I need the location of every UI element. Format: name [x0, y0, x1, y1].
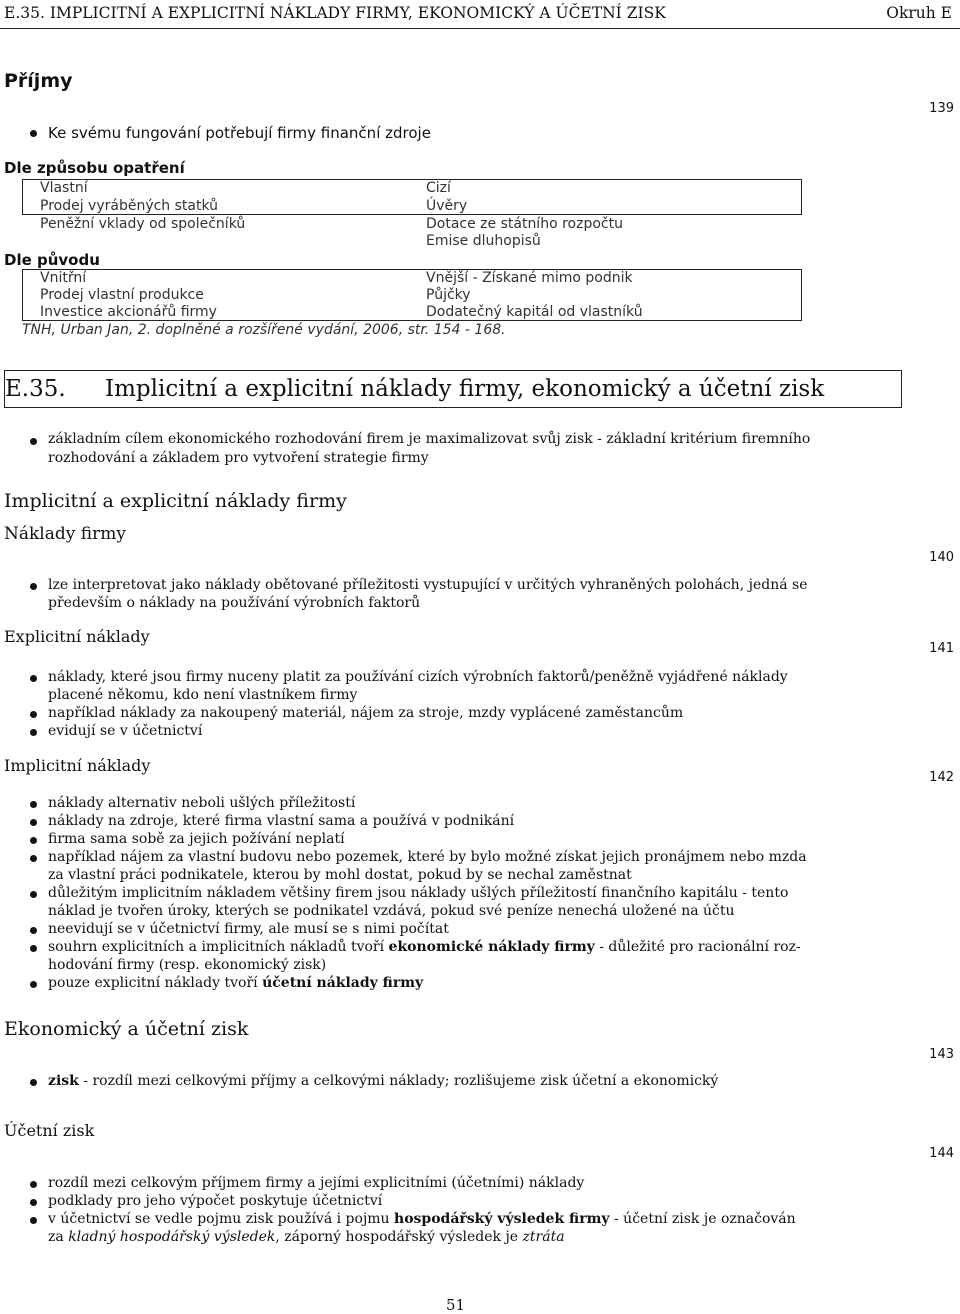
- table1-left-1: Prodej vyráběných statků: [40, 198, 219, 214]
- text-run: - důležité pro racionální roz-: [594, 939, 801, 955]
- bullet-icon: [30, 1217, 37, 1224]
- naklady-line-1: lze interpretovat jako náklady obětované příležitosti vystupující v určitých vyhraněných polohách, jedná se: [48, 577, 808, 593]
- bullet-icon: [30, 837, 37, 844]
- table2-right-rule: [801, 269, 802, 321]
- implicitni-b1: náklady alternativ neboli ušlých příležitostí: [48, 795, 356, 811]
- naklady-heading: Náklady firmy: [4, 524, 126, 544]
- bullet-icon: [30, 130, 37, 137]
- bullet-icon: [30, 711, 37, 718]
- naklady-line-2: především o náklady na používání výrobních faktorů: [48, 595, 421, 611]
- running-header: [0, 0, 960, 26]
- explicitni-heading: Explicitní náklady: [4, 627, 150, 646]
- table2-right-2: Dodatečný kapitál od vlastníků: [426, 304, 643, 320]
- table1-title: Dle způsobu opatření: [4, 159, 185, 177]
- ekon-heading: Ekonomický a účetní zisk: [4, 1018, 249, 1040]
- table2-left-rule: [22, 269, 23, 321]
- bullet-icon: [30, 981, 37, 988]
- table2-left-0: Vnitřní: [40, 270, 87, 286]
- bullet-icon: [30, 675, 37, 682]
- table2-title: Dle původu: [4, 251, 100, 269]
- header-title: E.35. IMPLICITNÍ A EXPLICITNÍ NÁKLADY FIRMY, EKONOMICKÝ A ÚČETNÍ ZISK: [4, 4, 666, 22]
- table2-top-rule: [22, 269, 802, 270]
- table1-left-2: Peněžní vklady od společníků: [40, 216, 246, 232]
- kladny-vysledek-term: kladný hospodářský výsledek: [68, 1229, 276, 1245]
- text-run: v účetnictví se vedle pojmu zisk používá i pojmu: [48, 1211, 395, 1227]
- implicitni-b5-line-2: náklad je tvořen úroky, kterých se podnikatel vzdává, pokud své peníze nenechá uložené na účtu: [48, 903, 735, 919]
- ucetni-naklady-term: účetní náklady firmy: [262, 975, 424, 991]
- header-divider: [0, 28, 960, 29]
- explicitni-b2: například náklady za nakoupený materiál, nájem za stroje, mzdy vyplácené zaměstancům: [48, 705, 684, 721]
- text-run: za: [48, 1229, 69, 1245]
- table1-right-2: Dotace ze státního rozpočtu: [426, 216, 623, 232]
- table2-right-0: Vnější - Získané mimo podnik: [426, 270, 633, 286]
- bullet-icon: [30, 729, 37, 736]
- table1-right-rule: [801, 179, 802, 215]
- margin-number-139: 139: [929, 101, 954, 116]
- table1-right-1: Úvěry: [426, 198, 468, 214]
- explicitni-b1-line-2: placené někomu, kdo není vlastníkem firmy: [48, 687, 358, 703]
- bullet-icon: [30, 1199, 37, 1206]
- intro-line-1: základním cílem ekonomického rozhodování firem je maximalizovat svůj zisk - základní kritérium firemního: [48, 431, 811, 447]
- table2-right-1: Půjčky: [426, 287, 471, 303]
- implicitni-b3: firma sama sobě za jejich požívání neplatí: [48, 831, 345, 847]
- implicitni-b6: neevidují se v účetnictví firmy, ale musí se s nimi počítat: [48, 921, 449, 937]
- table2-left-1: Prodej vlastní produkce: [40, 287, 204, 303]
- bullet-icon: [30, 945, 37, 952]
- bullet-icon: [30, 1079, 37, 1086]
- bullet-icon: [30, 583, 37, 590]
- margin-number-141: 141: [929, 641, 954, 656]
- margin-number-144: 144: [929, 1146, 954, 1161]
- ucetni-b2: podklady pro jeho výpočet poskytuje účetnictví: [48, 1193, 383, 1209]
- ucetni-b3-line-1: [48, 1211, 796, 1228]
- bullet-icon: [30, 438, 37, 445]
- margin-number-142: 142: [929, 770, 954, 785]
- text-run: - rozdíl mezi celkovými příjmy a celkovými náklady; rozlišujeme zisk účetní a ekonomický: [78, 1073, 719, 1089]
- text-run: pouze explicitní náklady tvoří: [48, 975, 263, 991]
- section-title: Implicitní a explicitní náklady firmy, ekonomický a účetní zisk: [105, 376, 825, 402]
- implicitni-b7-line-1: [48, 939, 801, 956]
- explicitni-b1-line-1: náklady, které jsou firmy nuceny platit za používání cizích výrobních faktorů/peněžně vyjádřené náklady: [48, 669, 788, 685]
- implicitni-b4-line-1: například nájem za vlastní budovu nebo pozemek, které by bylo možné získat jejich pronájmem nebo mzda: [48, 849, 807, 865]
- bullet-icon: [30, 927, 37, 934]
- zisk-term: zisk: [48, 1073, 79, 1089]
- implicitni-b8: [48, 975, 423, 992]
- subsection-heading: Implicitní a explicitní náklady firmy: [4, 490, 347, 512]
- prijmy-heading: Příjmy: [4, 70, 73, 92]
- table1-left-rule: [22, 179, 23, 215]
- bullet-icon: [30, 891, 37, 898]
- ekon-b1: [48, 1073, 718, 1090]
- text-run: , záporný hospodářský výsledek je: [275, 1229, 523, 1245]
- section-title-box: [4, 370, 902, 408]
- bullet-icon: [30, 855, 37, 862]
- implicitni-heading: Implicitní náklady: [4, 756, 151, 775]
- prijmy-bullet: Ke svému fungování potřebují firmy finanční zdroje: [48, 124, 431, 142]
- text-run: souhrn explicitních a implicitních nákladů tvoří: [48, 939, 389, 955]
- intro-line-2: rozhodování a základem pro vytvoření strategie firmy: [48, 450, 429, 466]
- margin-number-143: 143: [929, 1047, 954, 1062]
- hospodarsky-vysledek-term: hospodářský výsledek firmy: [394, 1211, 610, 1227]
- ztrata-term: ztráta: [522, 1229, 565, 1245]
- ucetni-heading: Účetní zisk: [4, 1121, 95, 1140]
- margin-number-140: 140: [929, 550, 954, 565]
- page-number: 51: [446, 1296, 466, 1314]
- ekonomicke-naklady-term: ekonomické náklady firmy: [388, 939, 595, 955]
- implicitni-b2: náklady na zdroje, které firma vlastní sama a používá v podnikání: [48, 813, 515, 829]
- bullet-icon: [30, 801, 37, 808]
- text-run: - účetní zisk je označován: [609, 1211, 796, 1227]
- implicitni-b4-line-2: za vlastní práci podnikatele, kterou by mohl dostat, pokud by se nechal zaměstnat: [48, 867, 632, 883]
- table1-right-3: Emise dluhopisů: [426, 233, 541, 249]
- ucetni-b1: rozdíl mezi celkovým příjmem firmy a jejími explicitními (účetními) náklady: [48, 1175, 585, 1191]
- bullet-icon: [30, 1181, 37, 1188]
- ucetni-b3-line-2: [48, 1229, 565, 1246]
- citation: TNH, Urban Jan, 2. doplněné a rozšířené vydání, 2006, str. 154 - 168.: [22, 322, 506, 338]
- header-okruh: Okruh E: [886, 4, 952, 22]
- explicitni-b3: evidují se v účetnictví: [48, 723, 203, 739]
- implicitni-b5-line-1: důležitým implicitním nákladem většiny firem jsou náklady ušlých příležitostí finančního kapitálu - tento: [48, 885, 789, 901]
- implicitni-b7-line-2: hodování firmy (resp. ekonomický zisk): [48, 957, 327, 973]
- table1-left-0: Vlastní: [40, 180, 88, 196]
- table1-right-0: Cizí: [426, 180, 451, 196]
- table2-left-2: Investice akcionářů firmy: [40, 304, 217, 320]
- section-number: E.35.: [5, 376, 66, 402]
- bullet-icon: [30, 819, 37, 826]
- table1-top-rule: [22, 179, 802, 180]
